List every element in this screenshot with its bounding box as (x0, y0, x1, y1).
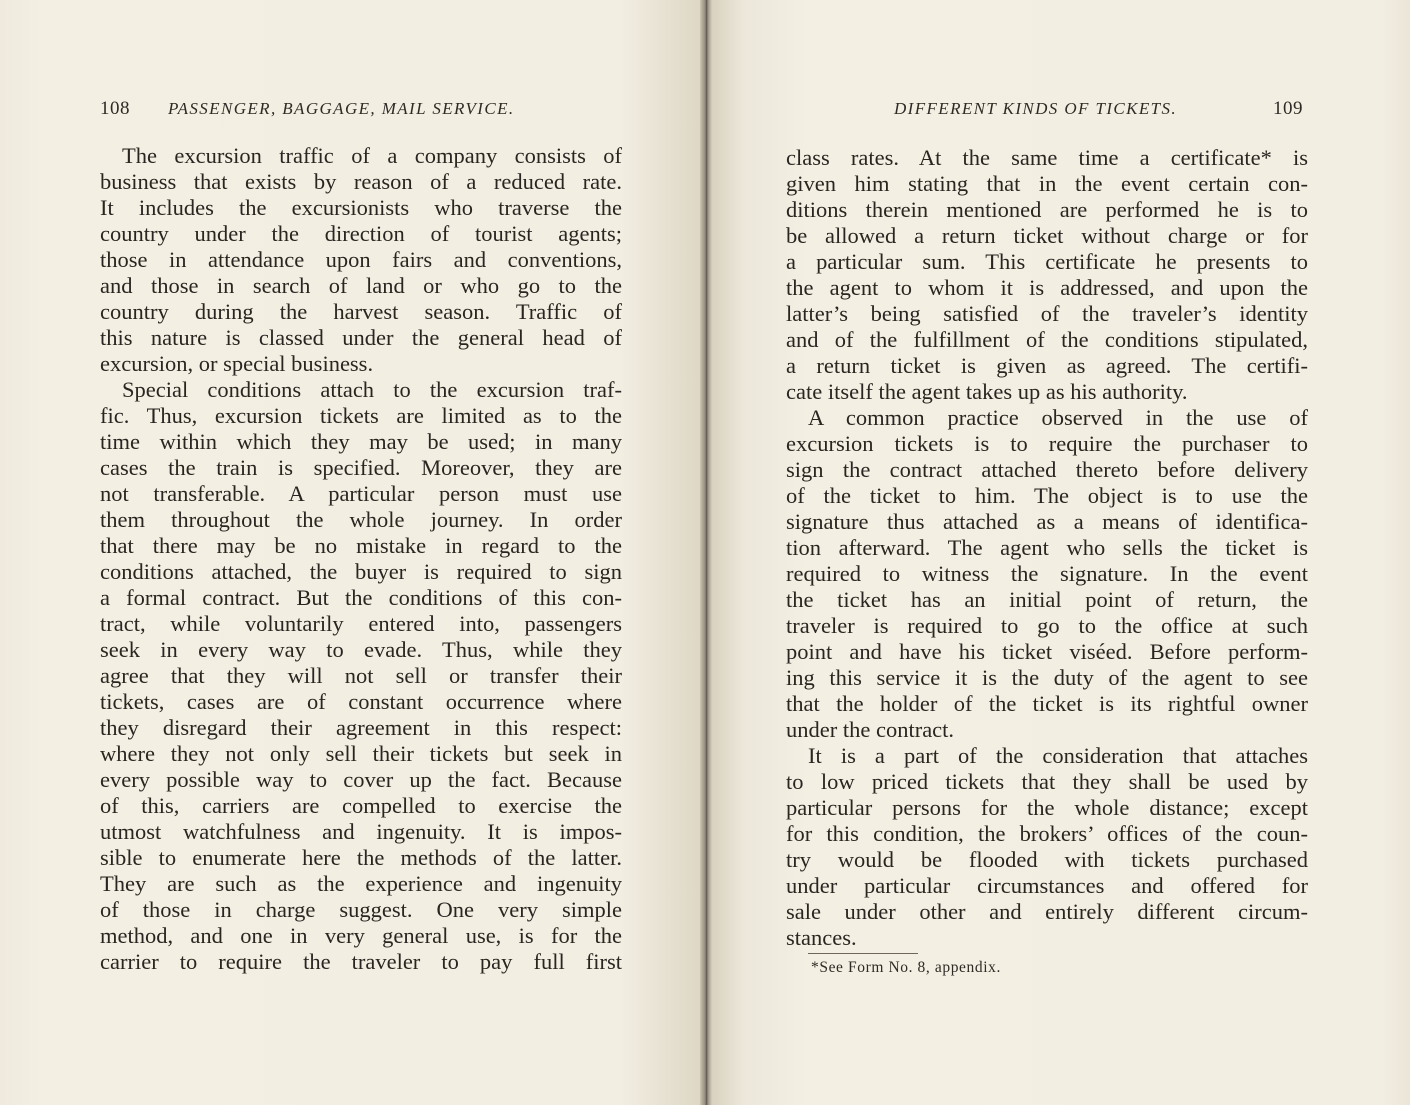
text-line: time within which they may be used; in many (100, 429, 622, 454)
text-line: The excursion traffic of a company consists of (122, 143, 622, 168)
text-line: cate itself the agent takes up as his authority. (786, 379, 1188, 404)
text-line: latter’s being satisfied of the traveler’s identity (786, 301, 1308, 326)
text-line: the ticket has an initial point of return, the (786, 587, 1308, 612)
footnote-rule (808, 953, 918, 954)
text-line: They are such as the experience and ingenuity (100, 871, 622, 896)
text-line: them throughout the whole journey. In order (100, 507, 622, 532)
text-line: they disregard their agreement in this respect: (100, 715, 622, 740)
text-line: sale under other and entirely different circum- (786, 899, 1308, 924)
right-page-number: 109 (1273, 98, 1303, 119)
text-line: carrier to require the traveler to pay full first (100, 949, 622, 974)
text-line: tract, while voluntarily entered into, passengers (100, 611, 622, 636)
text-line: to low priced tickets that they shall be used by (786, 769, 1308, 794)
text-line: under particular circumstances and offered for (786, 873, 1308, 898)
text-line: class rates. At the same time a certificate* is (786, 145, 1308, 170)
text-line: excursion tickets is to require the purchaser to (786, 431, 1308, 456)
left-page-number: 108 (100, 98, 130, 119)
text-line: traveler is required to go to the office at such (786, 613, 1308, 638)
text-line: and of the fulfillment of the conditions stipulated, (786, 327, 1308, 352)
text-line: excursion, or special business. (100, 351, 374, 376)
text-line: of this, carriers are compelled to exercise the (100, 793, 622, 818)
right-page (708, 0, 1410, 1105)
left-running-title: PASSENGER, BAGGAGE, MAIL SERVICE. (168, 99, 515, 118)
text-line: conditions attached, the buyer is required to sign (100, 559, 622, 584)
text-line: tickets, cases are of constant occurrence where (100, 689, 622, 714)
text-line: tion afterward. The agent who sells the ticket is (786, 535, 1308, 560)
text-line: ing this service it is the duty of the agent to see (786, 665, 1308, 690)
text-line: point and have his ticket viséed. Before perform- (786, 639, 1308, 664)
right-body-text (786, 145, 1308, 951)
text-line: the agent to whom it is addressed, and upon the (786, 275, 1308, 300)
text-line: for this condition, the brokers’ offices of the coun- (786, 821, 1308, 846)
text-line: and those in search of land or who go to the (100, 273, 622, 298)
text-line: stances. (786, 925, 857, 950)
text-line: sible to enumerate here the methods of the latter. (100, 845, 622, 870)
book-gutter (700, 0, 712, 1105)
text-line: not transferable. A particular person must use (100, 481, 622, 506)
text-line: ditions therein mentioned are performed he is to (786, 197, 1308, 222)
text-line: sign the contract attached thereto before delivery (786, 457, 1308, 482)
text-line: try would be flooded with tickets purchased (786, 847, 1308, 872)
footnote: *See Form No. 8, appendix. (811, 959, 1001, 976)
text-line: required to witness the signature. In the event (786, 561, 1308, 586)
text-line: agree that they will not sell or transfer their (100, 663, 622, 688)
text-line: a formal contract. But the conditions of this con- (100, 585, 622, 610)
text-line: that there may be no mistake in regard to the (100, 533, 622, 558)
text-line: country under the direction of tourist agents; (100, 221, 622, 246)
left-body-text (100, 143, 622, 975)
text-line: given him stating that in the event certain con- (786, 171, 1308, 196)
text-line: seek in every way to evade. Thus, while they (100, 637, 622, 662)
text-line: those in attendance upon fairs and conventions, (100, 247, 622, 272)
text-line: under the contract. (786, 717, 955, 742)
right-running-title: DIFFERENT KINDS OF TICKETS. (894, 99, 1178, 118)
text-line: a return ticket is given as agreed. The certifi- (786, 353, 1308, 378)
text-line: country during the harvest season. Traffic of (100, 299, 622, 324)
text-line: this nature is classed under the general head of (100, 325, 622, 350)
text-line: of the ticket to him. The object is to use the (786, 483, 1308, 508)
left-running-head (0, 98, 704, 126)
text-line: where they not only sell their tickets but seek in (100, 741, 622, 766)
text-line: A common practice observed in the use of (808, 405, 1308, 430)
text-line: business that exists by reason of a reduced rate. (100, 169, 622, 194)
text-line: be allowed a return ticket without charge or for (786, 223, 1308, 248)
left-page (0, 0, 704, 1105)
text-line: of those in charge suggest. One very simple (100, 897, 622, 922)
text-line: that the holder of the ticket is its rightful owner (786, 691, 1308, 716)
text-line: particular persons for the whole distance; except (786, 795, 1308, 820)
text-line: a particular sum. This certificate he presents to (786, 249, 1308, 274)
text-line: utmost watchfulness and ingenuity. It is impos- (100, 819, 622, 844)
text-line: cases the train is specified. Moreover, they are (100, 455, 622, 480)
text-line: Special conditions attach to the excursion traf- (122, 377, 622, 402)
text-line: It includes the excursionists who traverse the (100, 195, 622, 220)
text-line: It is a part of the consideration that attaches (808, 743, 1308, 768)
right-running-head (708, 98, 1410, 126)
text-line: every possible way to cover up the fact. Because (100, 767, 622, 792)
text-line: signature thus attached as a means of identifica- (786, 509, 1308, 534)
text-line: method, and one in very general use, is for the (100, 923, 622, 948)
text-line: fic. Thus, excursion tickets are limited as to the (100, 403, 622, 428)
